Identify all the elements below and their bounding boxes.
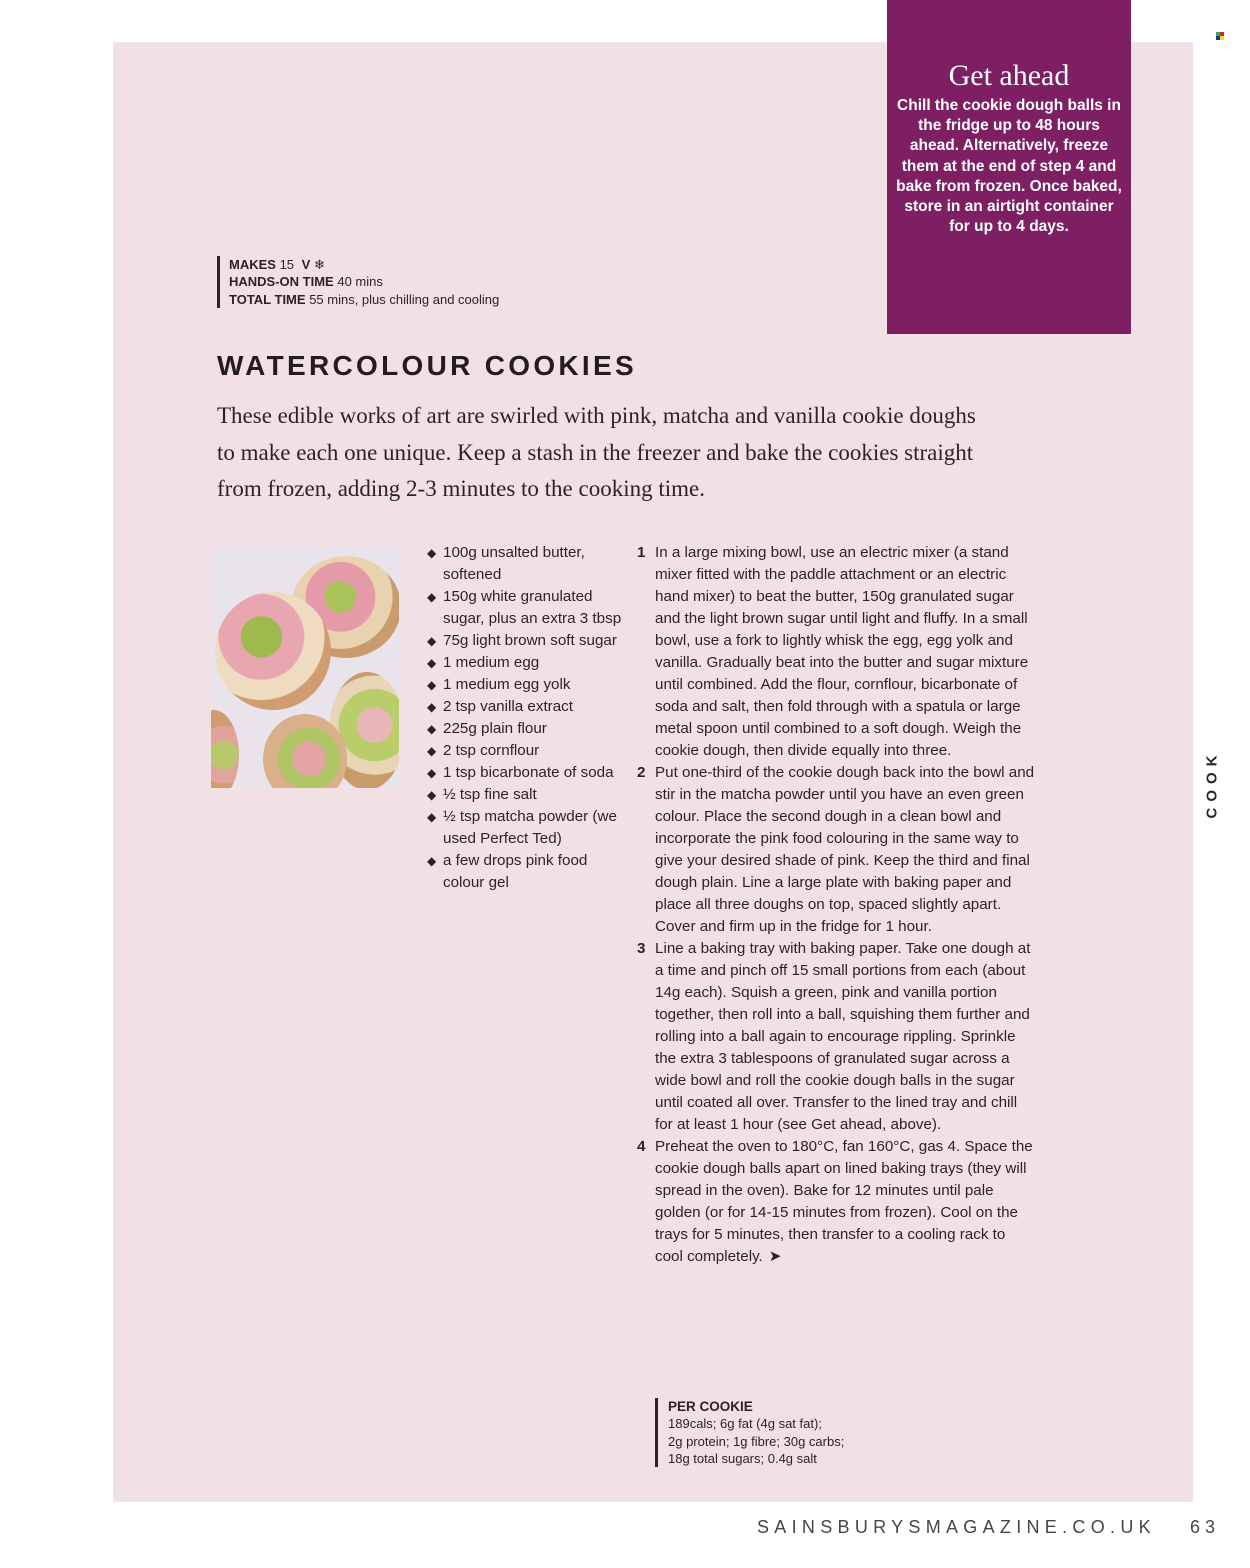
continue-arrow-icon: ➤ — [768, 1248, 782, 1265]
diamond-bullet-icon: ◆ — [427, 656, 437, 670]
diamond-bullet-icon: ◆ — [427, 546, 437, 560]
step-number: 2 — [637, 764, 646, 781]
nutrition-line: 189cals; 6g fat (4g sat fat); — [668, 1416, 822, 1432]
ingredient-item: ◆ ½ tsp fine salt — [427, 784, 627, 806]
method-step — [637, 762, 1037, 938]
get-ahead-text: Chill the cookie dough balls in the fridge up to 48 hours ahead. Alternatively, freeze them at the end of step 4 and bake from frozen. Once baked, store in an airtight container for up to 4 days. — [896, 97, 1122, 236]
ingredient-item: ◆ 2 tsp vanilla extract — [427, 696, 627, 718]
method-steps — [637, 542, 1037, 1268]
nutrition-heading: PER COOKIE — [668, 1399, 753, 1414]
diamond-bullet-icon: ◆ — [427, 722, 437, 736]
hands-on-value: 40 mins — [337, 274, 383, 290]
vegetarian-freezable-icon: V ❄ — [301, 257, 325, 272]
hands-on-row — [229, 273, 499, 290]
recipe-intro: These edible works of art are swirled with pink, matcha and vanilla cookie doughs to make each one unique. Keep a stash in the freezer and bake the cookies straight from frozen, adding 2-3 minutes to the cooking time. — [217, 403, 976, 501]
step-text: In a large mixing bowl, use an electric mixer (a stand mixer fitted with the paddle attachment or an electric hand mixer) to beat the butter, 150g granulated sugar and the light brown sugar until light and fluffy. In a small bowl, use a fork to lightly whisk the egg, egg yolk and vanilla. Gradually beat into the butter and sugar mixture until combined. Add the flour, cornflour, bicarbonate of soda and salt, then fold through with a spatula or large metal spoon until combined to a soft dough. Weigh the cookie dough, then divide equally into three. — [655, 544, 1029, 759]
step-number: 4 — [637, 1138, 646, 1155]
recipe-title: WATERCOLOUR COOKIES — [217, 350, 637, 381]
diamond-bullet-icon: ◆ — [427, 700, 437, 714]
diamond-bullet-icon: ◆ — [427, 590, 437, 604]
diamond-bullet-icon: ◆ — [427, 634, 437, 648]
makes-label: MAKES — [229, 257, 276, 272]
ingredient-item: ◆ 2 tsp cornflour — [427, 740, 627, 762]
diamond-bullet-icon: ◆ — [427, 788, 437, 802]
total-time-value: 55 mins, plus chilling and cooling — [309, 291, 500, 307]
step-text: Line a baking tray with baking paper. Take one dough at a time and pinch off 15 small portions from each (about 14g each). Squish a green, pink and vanilla portion together, then roll into a ball, squishing them further and rolling into a ball again to encourage rippling. Sprinkle the extra 3 tablespoons of granulated sugar across a wide bowl and roll the cookie dough balls in the sugar until coated all over. Transfer to the lined tray and chill for at least 1 hour (see Get ahead, above). — [655, 940, 1031, 1133]
ingredients-list — [427, 542, 627, 894]
makes-value: 15 — [279, 257, 295, 272]
diamond-bullet-icon: ◆ — [427, 744, 437, 758]
ingredient-item: ◆ 225g plain flour — [427, 718, 627, 740]
makes-row — [229, 256, 499, 273]
step-number: 1 — [637, 544, 646, 561]
cookie-image-5 — [211, 710, 239, 788]
get-ahead-title: Get ahead — [948, 59, 1070, 92]
footer-website: SAINSBURYSMAGAZINE.CO.UK — [757, 1517, 1156, 1537]
nutrition-line: 2g protein; 1g fibre; 30g carbs; — [668, 1433, 845, 1449]
get-ahead-box — [887, 0, 1131, 334]
method-step — [637, 542, 1037, 762]
ingredient-item: ◆ 1 tsp bicarbonate of soda — [427, 762, 627, 784]
hands-on-label: HANDS-ON TIME — [229, 274, 334, 290]
step-text: Put one-third of the cookie dough back into the bowl and stir in the matcha powder until you have an even green colour. Place the second dough in a clean bowl and incorporate the pink food colouring in the same way to give your desired shade of pink. Keep the third and final dough plain. Line a large plate with baking paper and place all three doughs on top, spaced slightly apart. Cover and firm up in the fridge for 1 hour. — [655, 764, 1035, 935]
diamond-bullet-icon: ◆ — [427, 678, 437, 692]
cookie-image-2 — [215, 592, 331, 710]
cookies-photo — [211, 548, 399, 788]
method-step — [637, 1136, 1037, 1268]
page-number: 63 — [1190, 1517, 1221, 1537]
ingredient-item: ◆ ½ tsp matcha powder (we used Perfect Ted) — [427, 808, 617, 847]
method-step — [637, 938, 1037, 1136]
total-time-row — [229, 291, 499, 308]
ingredient-item: ◆ a few drops pink food colour gel — [427, 852, 588, 891]
section-tab — [1197, 742, 1227, 826]
step-number: 3 — [637, 940, 646, 957]
recipe-meta — [217, 256, 499, 308]
ingredient-item: ◆ 75g light brown soft sugar — [427, 630, 627, 652]
ingredient-item: ◆ 150g white granulated sugar, plus an extra 3 tbsp — [427, 588, 622, 627]
ingredient-item: ◆ 1 medium egg yolk — [427, 674, 627, 696]
nutrition-info — [655, 1398, 844, 1467]
diamond-bullet-icon: ◆ — [427, 810, 437, 824]
ingredient-item: ◆ 100g unsalted butter, softened — [427, 544, 585, 583]
diamond-bullet-icon: ◆ — [427, 766, 437, 780]
nutrition-line: 18g total sugars; 0.4g salt — [668, 1450, 817, 1466]
ingredient-item: ◆ 1 medium egg — [427, 652, 627, 674]
step-text: Preheat the oven to 180°C, fan 160°C, gas 4. Space the cookie dough balls apart on lined baking trays (they will spread in the oven). Bake for 12 minutes until pale golden (or for 14-15 minutes from frozen). Cool on the trays for 5 minutes, then transfer to a cooling rack to cool completely. — [655, 1138, 1033, 1265]
total-time-label: TOTAL TIME — [229, 291, 306, 307]
diamond-bullet-icon: ◆ — [427, 854, 437, 868]
print-registration-mark — [1216, 32, 1224, 40]
section-tab-label: COOK — [1203, 749, 1221, 819]
